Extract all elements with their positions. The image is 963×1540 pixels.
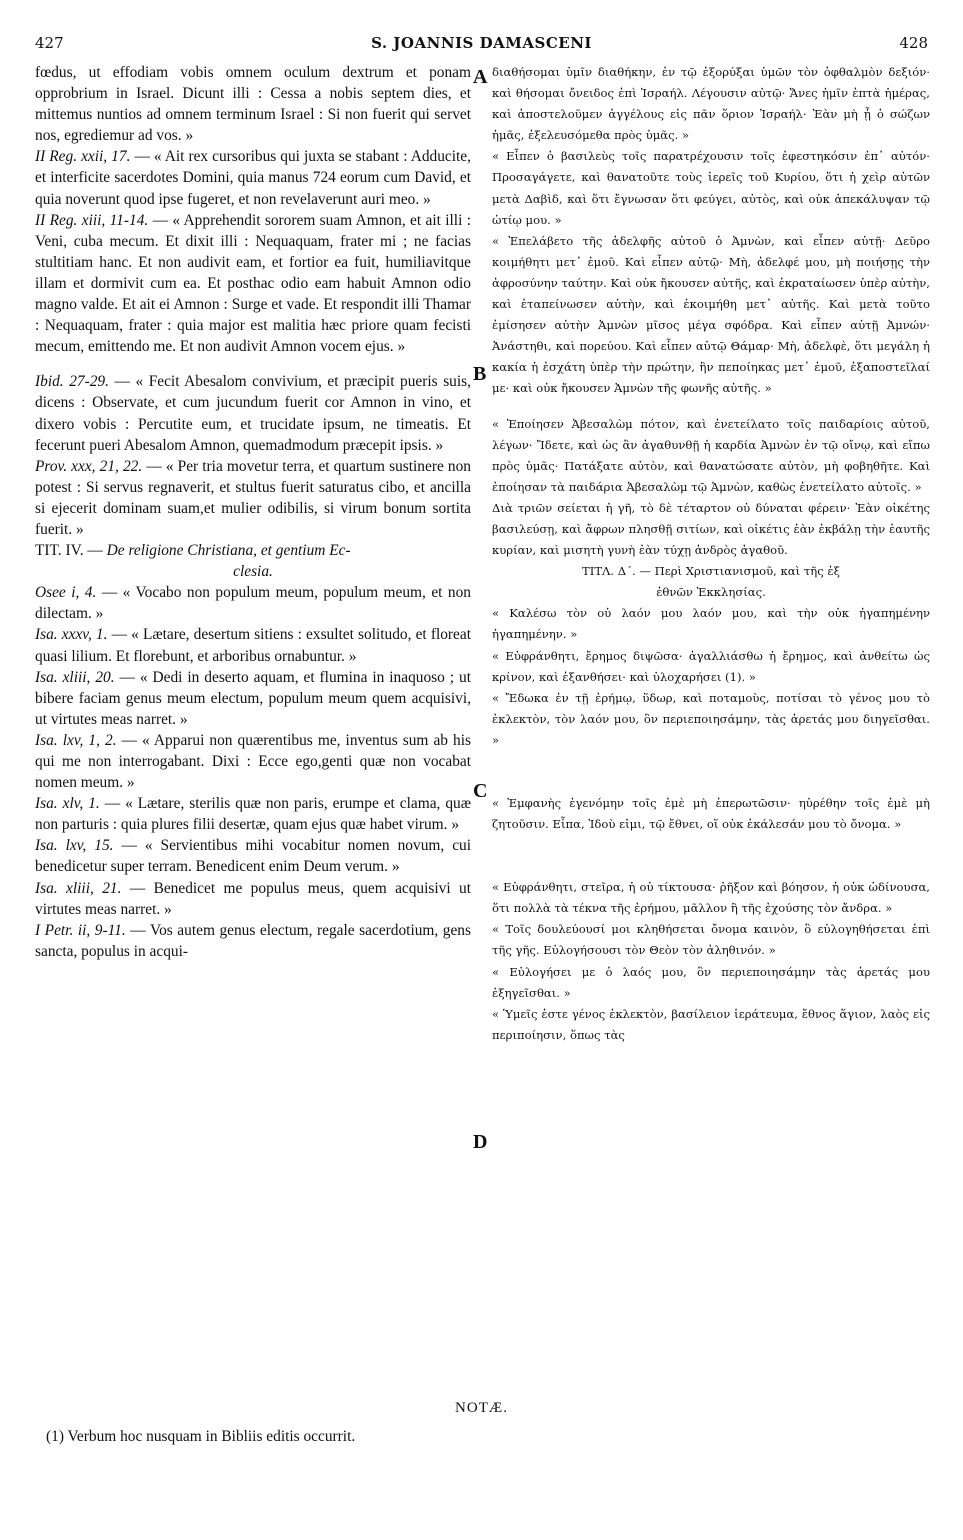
latin-column: [35, 62, 471, 962]
latin-paragraph: Isa. xliii, 20. — « Dedi in deserto aquam, et flumina in inaquoso ; ut bibere faciam genus meum electum, populum meum quem acquisivi, ut virtutes meas narret. »: [35, 668, 472, 728]
margin-marker-d: D: [473, 1131, 488, 1153]
latin-paragraph: Isa. lxv, 1, 2. — « Apparui non quærentibus me, inventus sum ab his qui me non interrogabant. Dixi : Ecce ego,genti quæ non vocabat nomen meum. »: [35, 731, 471, 792]
greek-paragraph: « Ὑμεῖς ἐστε γένος ἐκλεκτὸν, βασίλειον ἱεράτευμα, ἔθνος ἅγιον, λαὸς εἰς περιποίησιν, ὅπως τὰς: [492, 1006, 930, 1042]
section-title: TIT. IV. — De religione Christiana, et gentium Ec-: [35, 542, 351, 560]
page-number-left: 427: [35, 34, 64, 52]
greek-paragraph: « Καλέσω τὸν οὐ λαόν μου λαόν μου, καὶ τὴν οὐκ ἠγαπημένην ἠγαπημένην. »: [492, 606, 930, 642]
latin-paragraph: Isa. xxxv, 1. — « Lætare, desertum sitiens : exsultet solitudo, et floreat quasi lilium. Et florebunt, et arboribus ornabuntur. »: [35, 626, 471, 665]
citation-ref: Isa. lxv, 1, 2.: [35, 731, 117, 749]
latin-paragraph: I Petr. ii, 9-11. — Vos autem genus electum, regale sacerdotium, gens sancta, populus in acqui-: [35, 921, 471, 960]
greek-paragraph: « Ἐμφανὴς ἐγενόμην τοῖς ἐμὲ μὴ ἐπερωτῶσιν· ηὑρέθην τοῖς ἐμὲ μὴ ζητοῦσιν. Εἶπα, Ἰδοὺ εἰμι, τῷ ἔθνει, οἵ οὐκ ἐκάλεσάν μου τὸ ὄνομα. »: [492, 796, 930, 832]
latin-paragraph: Prov. xxx, 21, 22. — « Per tria movetur terra, et quartum sustinere non potest : Si servus regnaverit, et stultus fuerit saturatus cibo, et ancilla si ejecerit dominam suam,et mulier odibilis, si virum bonum sortita fuerit. »: [35, 457, 471, 538]
latin-paragraph: Isa. xliii, 21. — Benedicet me populus meus, quem acquisivi ut virtutes meas narret. »: [35, 879, 471, 918]
footnote: (1) Verbum hoc nusquam in Bibliis editis occurrit.: [46, 1428, 356, 1445]
margin-marker-a: A: [473, 66, 488, 88]
greek-section-title: ΤΙΤΛ. Δ΄. — Περὶ Χριστιανισμοῦ, καὶ τῆς ἐξ: [582, 564, 840, 579]
latin-paragraph: Osee i, 4. — « Vocabo non populum meum, populum meum, et non dilectam. »: [35, 584, 471, 623]
latin-paragraph: fœdus, ut effodiam vobis omnem oculum dextrum et ponam opprobrium in Israel. Dicunt illi : Cessa a nobis septem dies, et mittemus nuntios ad omnem terminum Israel : Si non fuerit qui servet nos, egrediemur ad vos. »: [35, 64, 471, 145]
citation-ref: I Petr. ii, 9-11.: [35, 921, 126, 939]
latin-paragraph: Ibid. 27-29. — « Fecit Abesalom convivium, et præcipit pueris suis, dicens : Observate, et cum jucundum fuerit cor Amnon in vino, et dixero vobis : Percutite eum, et trucidate ipsum, ne timeatis. Et fecerunt pueri Abesalom Amnon, quemadmodum præcepit ipsis. »: [35, 373, 471, 454]
citation-ref: II Reg. xiii, 11-14.: [35, 211, 149, 229]
citation-ref: Ibid. 27-29.: [35, 373, 109, 391]
section-title-cont: clesia.: [233, 563, 273, 581]
citation-ref: Isa. xlv, 1.: [35, 795, 100, 813]
page-number-right: 428: [899, 34, 928, 52]
greek-paragraph: « Τοῖς δουλεύουσί μοι κληθήσεται ὄνομα καινὸν, ὃ εὐλογηθήσεται ἐπὶ τῆς γῆς. Εὐλογήσουσι τὸν Θεὸν τὸν ἀληθινόν. »: [492, 922, 930, 958]
greek-paragraph: Διὰ τριῶν σείεται ἡ γῆ, τὸ δὲ τέταρτον οὐ δύναται φέρειν· Ἐὰν οἰκέτης βασιλεύσῃ, καὶ ἄφρων πλησθῇ σιτίων, καὶ οἰκέτις ἐὰν ἐκβάλῃ τὴν ἑαυτῆς κυρίαν, καὶ μισητὴ γυνὴ ἐὰν τύχῃ ἀνδρὸς ἀγαθοῦ.: [492, 500, 930, 558]
margin-marker-b: B: [473, 363, 487, 385]
greek-section-title-cont: ἐθνῶν Ἐκκλησίας.: [656, 585, 766, 600]
citation-ref: Osee i, 4.: [35, 584, 97, 602]
citation-ref: Prov. xxx, 21, 22.: [35, 457, 143, 475]
latin-paragraph: II Reg. xiii, 11-14. — « Apprehendit sororem suam Amnon, et ait illi : Veni, cuba mecum. Et dixit illi : Nequaquam, frater mi ; ne facias stultitiam hanc. Et non audivit eam, et fortior ea fuit, humiliavitque illam et dormivit cum ea. Et posthac odio eam habuit Amnon odio magno valde. Et ait ei Amnon : Surge et vade. Et respondit illi Thamar : Nequaquam, frater : quia major est malitia hæc priore quam fecisti mecum, emittendo me. Et non audivit Amnon vocem ejus. »: [35, 211, 471, 356]
page-header: [0, 34, 963, 58]
greek-paragraph: « Ἐποίησεν Ἀβεσαλὼμ πότον, καὶ ἐνετείλατο τοῖς παιδαρίοις αὐτοῦ, λέγων· Ἴδετε, καὶ ὡς ἂν ἀγαθυνθῇ ἡ καρδία Ἀμνὼν ἐν τῷ οἴνῳ, καὶ εἴπω πρὸς ὑμᾶς· Πατάξατε αὐτὸν, καὶ θανατώσατε αὐτὸν, μὴ φοβηθῆτε. Καὶ ἐποίησαν τὰ παιδάρια Ἀβεσαλὼμ τῷ Ἀμνὼν, καθὼς ἐνετείλατο αὐτοῖς. »: [492, 416, 930, 494]
notes-section: [0, 1400, 963, 1445]
citation-ref: Isa. xliii, 20.: [35, 668, 115, 686]
greek-paragraph: « Ἔδωκα ἐν τῇ ἐρήμῳ, ὕδωρ, καὶ ποταμοὺς, ποτίσαι τὸ γένος μου τὸ ἐκλεκτὸν, τὸν λαόν μου, ὃν περιεποιησάμην, τὰς ἀρετάς μου διηγεῖσθαι. »: [492, 690, 930, 747]
citation-ref: II Reg. xxii, 17.: [35, 148, 131, 166]
greek-paragraph: « Εἶπεν ὁ βασιλεὺς τοῖς παρατρέχουσιν τοῖς ἐφεστηκόσιν ἐπ᾽ αὐτόν· Προσαγάγετε, καὶ θανατοῦτε τοὺς ἱερεῖς τοῦ Κυρίου, ὅτι ἡ χεὶρ αὐτῶν μετὰ Δαβὶδ, καὶ ὅτι ἔγνωσαν ὅτι φεύγει, αὐτὸς, καὶ οὐκ ἀπεκάλυψαν τῷ ὠτίῳ μου. »: [492, 149, 930, 227]
running-title: S. JOANNIS DAMASCENI: [371, 34, 592, 52]
latin-paragraph: Isa. lxv, 15. — « Servientibus mihi vocabitur nomen novum, cui benedicetur super terram. Benedicent enim Deum verum. »: [35, 837, 471, 876]
greek-paragraph: « Εὐφράνθητι, ἔρημος διψῶσα· ἀγαλλιάσθω ἡ ἔρημος, καὶ ἀνθείτω ὡς κρίνον, καὶ ἐξανθήσει· καὶ ὑλοχαρήσει (1). »: [492, 648, 930, 684]
latin-paragraph: Isa. xlv, 1. — « Lætare, sterilis quæ non paris, erumpe et clama, quæ non parturis : quia plures filii desertæ, quam ejus quæ habet virum. »: [35, 795, 471, 834]
citation-ref: Isa. xliii, 21.: [35, 879, 122, 897]
margin-marker-c: C: [473, 780, 488, 802]
latin-paragraph: II Reg. xxii, 17. — « Ait rex cursoribus qui juxta se stabant : Adducite, et interficite sacerdotes Domini, quia manus 724 eorum cum David, et quia noverunt quod ipse fugeret, et non revelaverunt auri meo. »: [35, 148, 471, 208]
greek-paragraph: διαθήσομαι ὑμῖν διαθήκην, ἐν τῷ ἐξορύξαι ὑμῶν τὸν ὀφθαλμὸν δεξιόν· καὶ θήσομαι ὄνειδος ἐπὶ Ἰσραήλ. Λέγουσιν αὐτῷ· Ἄνες ἡμῖν ἑπτὰ ἡμέρας, καὶ ἀποστελοῦμεν ἀγγέλους εἰς πᾶν ὅριον Ἰσραήλ· Ἐὰν μὴ ᾖ ὁ σώζων ἡμᾶς, ἐξελευσόμεθα πρὸς ὑμᾶς. »: [492, 65, 930, 143]
greek-paragraph: « Εὐλογήσει με ὁ λαός μου, ὃν περιεποιησάμην τὰς ἀρετάς μου ἐξηγεῖσθαι. »: [492, 964, 930, 1000]
greek-column: [492, 62, 930, 1046]
greek-paragraph: « Εὐφράνθητι, στεῖρα, ἡ οὐ τίκτουσα· ῥῆξον καὶ βόησον, ἡ οὐκ ὠδίνουσα, ὅτι πολλὰ τὰ τέκνα τῆς ἐρήμου, μᾶλλον ἢ τῆς ἐχούσης τὸν ἄνδρα. »: [492, 880, 930, 916]
citation-ref: Isa. xxxv, 1.: [35, 626, 108, 644]
citation-ref: Isa. lxv, 15.: [35, 837, 114, 855]
greek-paragraph: « Ἐπελάβετο τῆς ἀδελφῆς αὐτοῦ ὁ Ἀμνὼν, καὶ εἶπεν αὐτῇ· Δεῦρο κοιμήθητι μετ᾽ ἐμοῦ. Καὶ εἶπεν αὐτῷ· Μὴ, ἀδελφέ μου, μὴ ποιήσῃς τὴν ἀφροσύνην ταύτην. Καὶ οὐκ ἤκουσεν αὐτῆς, καὶ ἐκραταίωσεν ὑπὲρ αὐτὴν, καὶ ἐταπείνωσεν αὐτὴν, καὶ ἐκοιμήθη μετ᾽ αὐτῆς. Καὶ μετὰ τοῦτο ἐμίσησεν αὐτὴν Ἀμνὼν μῖσος μέγα σφόδρα. Καὶ εἶπεν αὐτῇ Ἀμνών· Ἀνάστηθι, καὶ πορεύου. Καὶ εἶπεν αὐτῷ Θάμαρ· Μὴ, ἀδελφὲ, ὅτι μεγάλη ἡ κακία ἡ ἐσχάτη ὑπὲρ τὴν πρώτην, ἣν πεποίηκας μετ᾽ ἐμοῦ, ἐξαποστεῖλαί με· καὶ οὐκ ἤκουσεν Ἀμνὼν τῆς φωνῆς αὐτῆς. »: [492, 233, 930, 396]
notes-heading: NOTÆ.: [455, 1400, 508, 1416]
